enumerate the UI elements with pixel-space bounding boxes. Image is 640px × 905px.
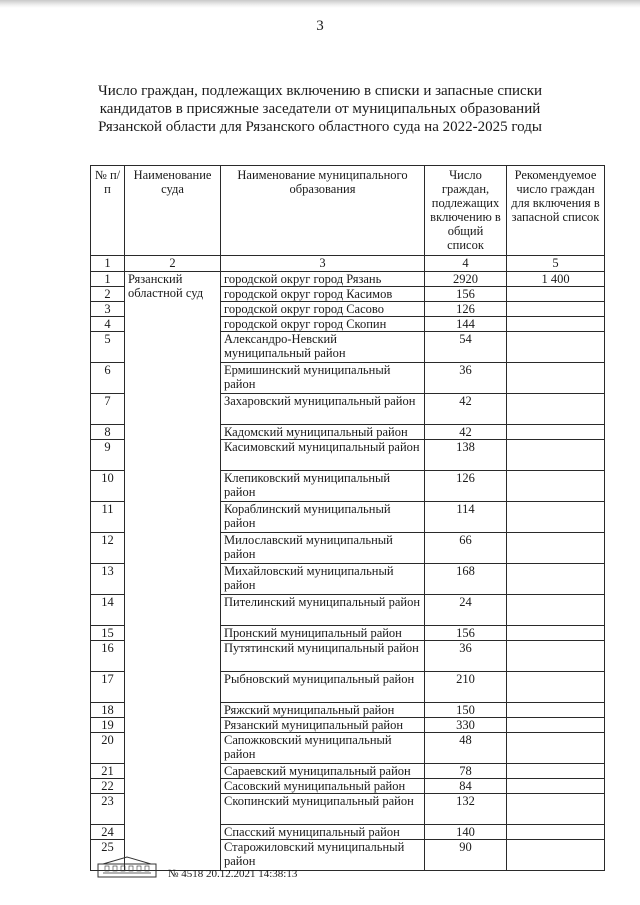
row-number: 12 — [91, 533, 125, 564]
municipality-name: Захаровский муниципальный район — [221, 394, 425, 425]
municipality-name: Рязанский муниципальный район — [221, 718, 425, 733]
general-count: 36 — [425, 641, 507, 672]
general-count: 156 — [425, 287, 507, 302]
row-number: 14 — [91, 595, 125, 626]
row-number: 13 — [91, 564, 125, 595]
reserve-count — [507, 641, 605, 672]
general-count: 48 — [425, 733, 507, 764]
row-number: 7 — [91, 394, 125, 425]
jurors-table — [90, 165, 605, 871]
general-count: 140 — [425, 825, 507, 840]
reserve-count — [507, 363, 605, 394]
reserve-count — [507, 287, 605, 302]
reserve-count — [507, 564, 605, 595]
general-count: 42 — [425, 425, 507, 440]
general-count: 24 — [425, 595, 507, 626]
row-number: 17 — [91, 672, 125, 703]
row-number: 6 — [91, 363, 125, 394]
reserve-count — [507, 471, 605, 502]
header-municipality: Наименование муниципального образования — [221, 166, 425, 256]
document-title: Число граждан, подлежащих включению в списки и запасные списки кандидатов в присяжные заседатели от муниципальных образований Рязанской области для Рязанского областного суда на 2022-2025 годы — [97, 83, 543, 135]
municipality-name: Путятинский муниципальный район — [221, 641, 425, 672]
municipality-name: Михайловский муниципальный район — [221, 564, 425, 595]
general-count: 84 — [425, 779, 507, 794]
row-number: 8 — [91, 425, 125, 440]
row-number: 19 — [91, 718, 125, 733]
municipality-name: Сараевский муниципальный район — [221, 764, 425, 779]
general-count: 132 — [425, 794, 507, 825]
row-number: 2 — [91, 287, 125, 302]
municipality-name: Пронский муниципальный район — [221, 626, 425, 641]
col-index: 2 — [125, 256, 221, 272]
header-reserve: Рекомендуемое число граждан для включения в запасной список — [507, 166, 605, 256]
col-index: 5 — [507, 256, 605, 272]
reserve-count: 1 400 — [507, 272, 605, 287]
page-number: 3 — [316, 18, 324, 34]
general-count: 330 — [425, 718, 507, 733]
row-number: 24 — [91, 825, 125, 840]
municipality-name: Ермишинский муниципальный район — [221, 363, 425, 394]
municipality-name: Милославский муниципальный район — [221, 533, 425, 564]
municipality-name: Ряжский муниципальный район — [221, 703, 425, 718]
row-number: 9 — [91, 440, 125, 471]
row-number: 10 — [91, 471, 125, 502]
general-count: 150 — [425, 703, 507, 718]
reserve-count — [507, 425, 605, 440]
general-count: 36 — [425, 363, 507, 394]
municipality-name: Пителинский муниципальный район — [221, 595, 425, 626]
general-count: 210 — [425, 672, 507, 703]
col-index: 3 — [221, 256, 425, 272]
row-number: 20 — [91, 733, 125, 764]
reserve-count — [507, 533, 605, 564]
municipality-name: Рыбновский муниципальный район — [221, 672, 425, 703]
header-general: Число граждан, подлежащих включению в общий список — [425, 166, 507, 256]
municipality-name: городской округ город Сасово — [221, 302, 425, 317]
municipality-name: городской округ город Касимов — [221, 287, 425, 302]
municipality-name: городской округ город Скопин — [221, 317, 425, 332]
general-count: 66 — [425, 533, 507, 564]
row-number: 15 — [91, 626, 125, 641]
registry-stamp-icon — [97, 856, 157, 878]
municipality-name: Клепиковский муниципальный район — [221, 471, 425, 502]
reserve-count — [507, 302, 605, 317]
row-number: 5 — [91, 332, 125, 363]
reserve-count — [507, 794, 605, 825]
reserve-count — [507, 317, 605, 332]
general-count: 42 — [425, 394, 507, 425]
reserve-count — [507, 703, 605, 718]
general-count: 54 — [425, 332, 507, 363]
municipality-name: Спасский муниципальный район — [221, 825, 425, 840]
col-index: 4 — [425, 256, 507, 272]
row-number: 22 — [91, 779, 125, 794]
row-number: 16 — [91, 641, 125, 672]
municipality-name: Сасовский муниципальный район — [221, 779, 425, 794]
general-count: 114 — [425, 502, 507, 533]
scan-top-edge — [0, 0, 640, 8]
reserve-count — [507, 440, 605, 471]
general-count: 90 — [425, 840, 507, 871]
row-number: 4 — [91, 317, 125, 332]
municipality-name: Александро-Невский муниципальный район — [221, 332, 425, 363]
reserve-count — [507, 595, 605, 626]
general-count: 126 — [425, 302, 507, 317]
header-row — [91, 166, 605, 256]
table-row — [91, 272, 605, 287]
row-number: 23 — [91, 794, 125, 825]
reserve-count — [507, 825, 605, 840]
municipality-name: Кораблинский муниципальный район — [221, 502, 425, 533]
municipality-name: Скопинский муниципальный район — [221, 794, 425, 825]
municipality-name: Старожиловский муниципальный район — [221, 840, 425, 871]
municipality-name: Сапожковский муниципальный район — [221, 733, 425, 764]
row-number: 21 — [91, 764, 125, 779]
row-number: 11 — [91, 502, 125, 533]
reserve-count — [507, 733, 605, 764]
header-num: № п/п — [91, 166, 125, 256]
court-name: Рязанский областной суд — [125, 272, 221, 871]
reserve-count — [507, 502, 605, 533]
reserve-count — [507, 840, 605, 871]
municipality-name: Касимовский муниципальный район — [221, 440, 425, 471]
general-count: 78 — [425, 764, 507, 779]
col-index: 1 — [91, 256, 125, 272]
reserve-count — [507, 626, 605, 641]
row-number: 3 — [91, 302, 125, 317]
general-count: 156 — [425, 626, 507, 641]
general-count: 126 — [425, 471, 507, 502]
reserve-count — [507, 332, 605, 363]
reserve-count — [507, 779, 605, 794]
general-count: 138 — [425, 440, 507, 471]
row-number: 25 — [91, 840, 125, 871]
column-index-row — [91, 256, 605, 272]
reserve-count — [507, 718, 605, 733]
reserve-count — [507, 672, 605, 703]
row-number: 1 — [91, 272, 125, 287]
municipality-name: городской округ город Рязань — [221, 272, 425, 287]
registration-info: № 4518 20.12.2021 14:38:13 — [168, 868, 298, 880]
municipality-name: Кадомский муниципальный район — [221, 425, 425, 440]
header-court: Наименование суда — [125, 166, 221, 256]
general-count: 144 — [425, 317, 507, 332]
general-count: 168 — [425, 564, 507, 595]
reserve-count — [507, 394, 605, 425]
reserve-count — [507, 764, 605, 779]
row-number: 18 — [91, 703, 125, 718]
general-count: 2920 — [425, 272, 507, 287]
table-body — [91, 272, 605, 871]
